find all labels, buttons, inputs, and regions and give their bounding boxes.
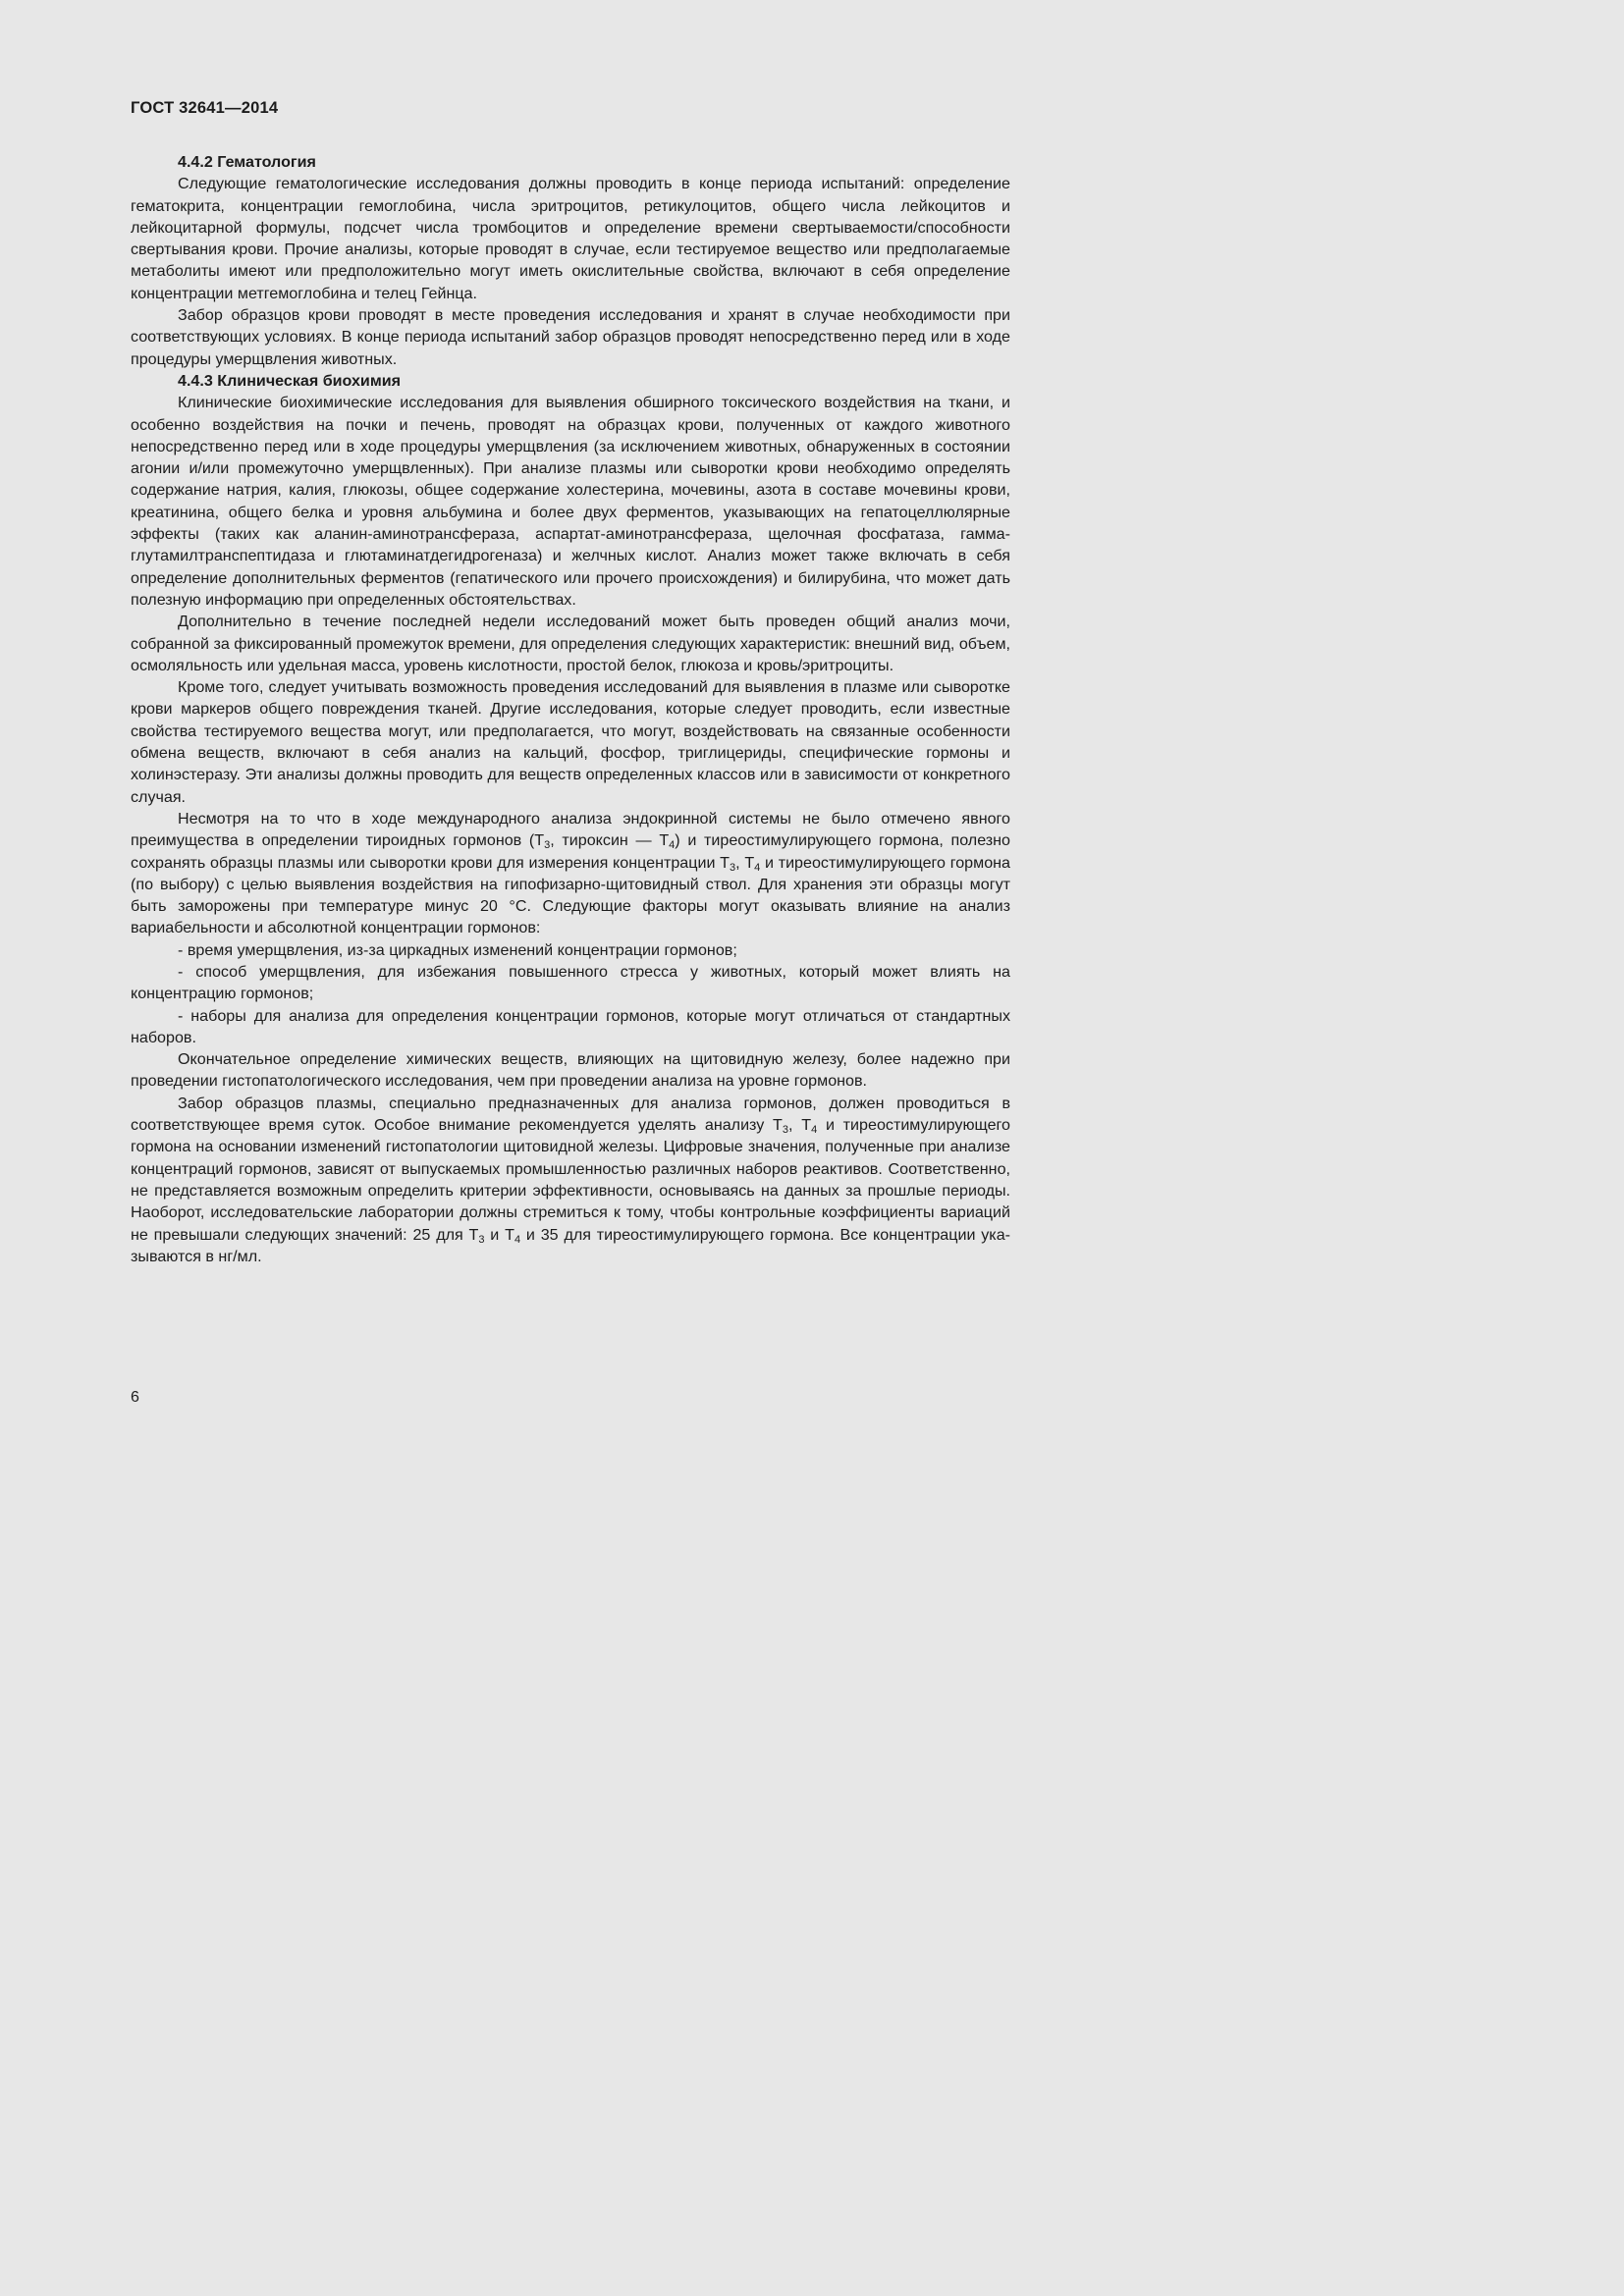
- section-heading-hematology: 4.4.2 Гематология: [178, 153, 316, 171]
- paragraph-plasma-sampling: [131, 1093, 1010, 1267]
- text-run: , тироксин — Т: [550, 831, 670, 850]
- text-run: Несмотря на то что в ходе международного анализа эндокринной системы не было отмечено явного преимущества в определении тироидных гормонов (Т: [131, 809, 1010, 850]
- text-run: и тиреостимулирующего гормона (по выбору) с целью выявления воздействия на гипофизарно-щитовидный ствол. Для хранения эти образцы могут быть заморожены при температуре минус 20 °С. Следующие факторы могут оказывать влияние на анализ вариабельности и абсолютной концентрации гормонов:: [131, 853, 1010, 937]
- subscript: 3: [782, 1124, 789, 1137]
- text-run: и тиреостимулирующего гормона на основании изменений гистопатологии щитовидной железы. Цифровые значения, полученные при анализе концентраций гормонов, зависят от выпускаемых промышленностью различных наборов реактивов. Соответственно, не представляется возможным определить критерии эффективности, основываясь на данных за прошлые периоды. Наоборот, исследовательские лаборатории должны стремиться к тому, чтобы контрольные коэффициенты вариаций не превышали следующих значений: 25 для Т: [131, 1116, 1010, 1244]
- text-run: , Т: [735, 853, 755, 872]
- paragraph-thyroid-hormones: [131, 808, 1010, 939]
- text-run: и Т: [484, 1225, 514, 1244]
- subscript: 4: [754, 861, 761, 874]
- subscript: 3: [478, 1233, 485, 1246]
- document-body: [131, 151, 1010, 1267]
- subscript: 4: [669, 839, 676, 852]
- subscript: 3: [730, 861, 736, 874]
- text-run: ) и тиреостимулирующего гормона, полезно сохранять образцы плазмы или сыворотки крови для измерения концентрации Т: [131, 831, 1011, 872]
- paragraph: Следующие гематологические исследования должны проводить в конце периода испытаний: определение гематокрита, концентрации гемоглобина, числа эритроцитов, ретикулоцитов, общего числа лейкоцитов и лейкоцитарной формулы, подсчет числа тромбоцитов и определение времени свертываемости/способности свертывания крови. Прочие анализы, которые проводят в случае, если тестируемое вещество или предполагаемые метаболиты имеют или предположительно могут иметь окислительные свойства, включают в себя определение концентрации метгемоглобина и телец Гейнца.: [131, 175, 1010, 302]
- section-heading-clinical-biochemistry: 4.4.3 Клиническая биохимия: [178, 371, 402, 390]
- text-run: , Т: [788, 1116, 812, 1135]
- subscript: 3: [544, 839, 551, 852]
- factor-list: [131, 939, 1010, 1048]
- document-header: ГОСТ 32641—2014: [131, 99, 279, 117]
- subscript: 4: [514, 1233, 521, 1246]
- list-item: - способ умерщвления, для избежания повышенного стресса у животных, который может влиять на концентрацию гормонов;: [131, 962, 1010, 1003]
- paragraph: Окончательное определение химических веществ, влияющих на щитовидную железу, более надежно при проведении гистопатологического исследования, чем при проведении анализа на уровне гормонов.: [131, 1050, 1010, 1091]
- text-run: и 35 для тиреостимулирующего гормона. Все концентрации указываются в нг/мл.: [131, 1225, 1011, 1265]
- subscript: 4: [811, 1124, 818, 1137]
- list-item: - наборы для анализа для определения концентрации гормонов, которые могут отличаться от стандартных наборов.: [131, 1006, 1010, 1046]
- paragraph: Кроме того, следует учитывать возможность проведения исследований для выявления в плазме или сыворотке крови маркеров общего повреждения тканей. Другие исследования, которые следует проводить, если известные свойства тестируемого вещества могут, или предполагается, что могут, воздействовать на связанные особенности обмена веществ, включают в себя анализ на кальций, фосфор, триглицериды, специфические гормоны и холинэстеразу. Эти анализы должны проводить для веществ определенных классов или в зависимости от конкретного случая.: [131, 678, 1010, 806]
- paragraph: Клинические биохимические исследования для выявления обширного токсического воздействия на ткани, и особенно воздействия на почки и печень, проводят на образцах крови, полученных от каждого животного непосредственно перед или в ходе процедуры умерщвления (за исключением животных, обнаруженных в состоянии агонии и/или промежуточно умерщвленных). При анализе плазмы или сыворотки крови необходимо определять содержание натрия, калия, глюкозы, общее содержание холестерина, мочевины, азота в составе мочевины крови, креатинина, общего белка и уровня альбумина и более двух ферментов, указывающих на гепатоцеллюлярные эффекты (таких как аланин-аминотрансфераза, аспартат-аминотрансфераза, щелочная фосфатаза, гамма-глутамилтранспептидаза и глютаминатдегидрогеназа) и желчных кислот. Анализ может также включать в себя определение дополнительных ферментов (гепатического или прочего происхождения) и билирубина, что может дать полезную информацию при определенных обстоятельствах.: [131, 394, 1010, 609]
- list-item: - время умерщвления, из-за циркадных изменений концентрации гормонов;: [178, 940, 737, 959]
- paragraph: Забор образцов крови проводят в месте проведения исследования и хранят в случае необходимости при соответствующих условиях. В конце периода испытаний забор образцов проводят непосредственно перед или в ходе процедуры умерщвления животных.: [131, 306, 1010, 368]
- paragraph: Дополнительно в течение последней недели исследований может быть проведен общий анализ мочи, собранной за фиксированный промежуток времени, для определения следующих характеристик: внешний вид, объем, осмоляльность или удельная масса, уровень кислотности, простой белок, глюкоза и кровь/эритроциты.: [131, 613, 1010, 674]
- page-number: 6: [131, 1389, 139, 1406]
- text-run: Забор образцов плазмы, специально предназначенных для анализа гормонов, должен проводиться в соответствующее время суток. Особое внимание рекомендуется уделять анализу Т: [131, 1094, 1010, 1135]
